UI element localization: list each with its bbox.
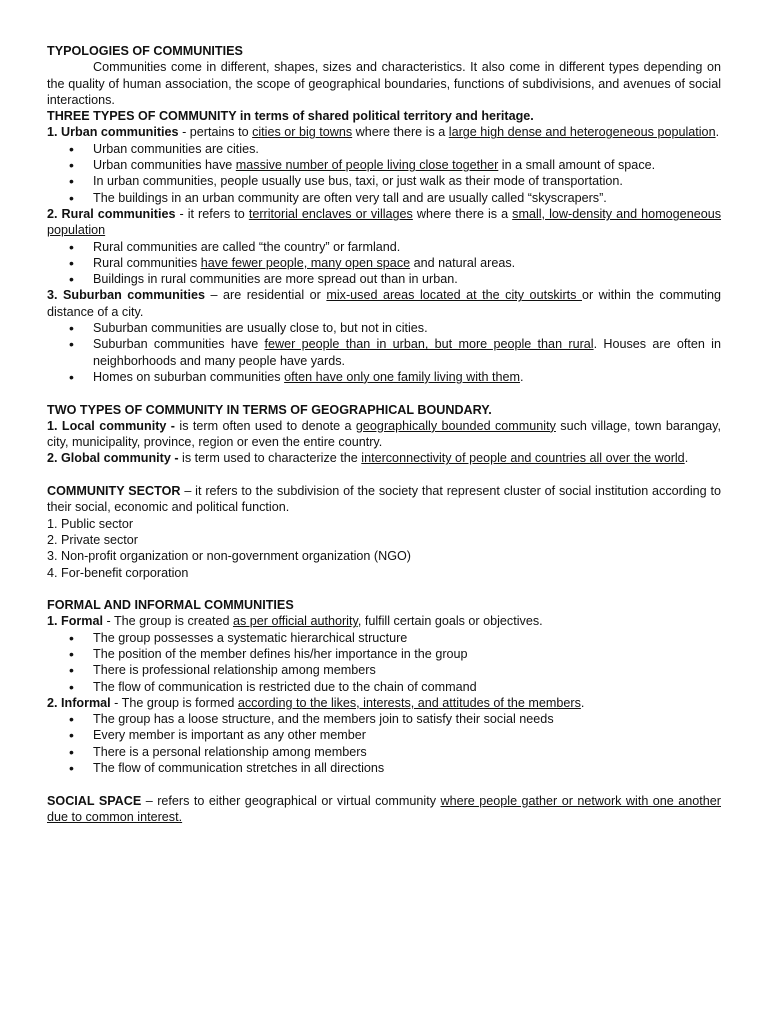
local-definition: 1. Local community - is term often used to denote a geographically bounded community such village, town barangay, city, municipality, province, region or even the entire country. [47,418,722,450]
urban-definition: 1. Urban communities - pertains to cities or big towns where there is a large high dense and heterogeneous population. [47,125,720,140]
suburban-definition: 3. Suburban communities – are residential or mix-used areas located at the city outskirts or within the commuting distance of a city. [47,288,722,319]
spacer [47,581,721,597]
list-item: • Rural communities are called “the country” or farmland. [47,239,721,255]
informal-definition: 2. Informal - The group is formed according to the likes, interests, and attitudes of the members. [47,695,585,710]
list-item: • Rural communities have fewer people, many open space and natural areas. [47,255,721,271]
list-item: • Suburban communities are usually close to, but not in cities. [47,320,721,336]
sector-item: 1. Public sector [47,516,134,531]
list-item: • Every member is important as any other member [47,727,721,743]
rural-definition: 2. Rural communities - it refers to territorial enclaves or villages where there is a small, low-density and homogeneous population [47,206,722,238]
list-item: • There is professional relationship among members [47,662,721,678]
list-item: • Buildings in rural communities are more spread out than in urban. [47,271,721,287]
list-item: • The buildings in an urban community are often very tall and are usually called “skyscrapers”. [47,190,721,206]
social-space-definition: SOCIAL SPACE – refers to either geographical or virtual community where people gather or network with one another due to common interest. [47,793,721,824]
spacer [47,467,721,483]
spacer [47,385,721,401]
urban-bullets [47,141,721,206]
formal-heading: FORMAL AND INFORMAL COMMUNITIES [47,598,294,613]
list-item: • In urban communities, people usually use bus, taxi, or just walk as their mode of transportation. [47,173,721,189]
rural-bullets [47,239,721,288]
three-types-heading: THREE TYPES OF COMMUNITY in terms of shared political territory and heritage. [47,109,534,124]
list-item: • The flow of communication is restricted due to the chain of command [47,679,721,695]
informal-bullets [47,711,721,776]
list-item: • Homes on suburban communities often have only one family living with them. [47,369,721,385]
list-item: • The group possesses a systematic hierarchical structure [47,630,721,646]
spacer [47,776,721,792]
list-item: • The flow of communication stretches in all directions [47,760,721,776]
global-definition: 2. Global community - is term used to characterize the interconnectivity of people and countries all over the world. [47,451,689,466]
list-item: • There is a personal relationship among members [47,744,721,760]
sector-item: 4. For-benefit corporation [47,565,189,580]
list-item: • Suburban communities have fewer people than in urban, but more people than rural. Houses are often in neighborhoods and many people have yards. [47,336,721,369]
sector-item: 2. Private sector [47,532,138,547]
list-item: • The group has a loose structure, and the members join to satisfy their social needs [47,711,721,727]
list-item: • The position of the member defines his/her importance in the group [47,646,721,662]
doc-title: TYPOLOGIES OF COMMUNITIES [47,44,243,58]
list-item: • Urban communities are cities. [47,141,721,157]
suburban-bullets [47,320,721,385]
formal-bullets [47,630,721,695]
sector-definition: COMMUNITY SECTOR – it refers to the subdivision of the society that represent cluster of social institution according to their social, economic and political function. [47,484,721,515]
intro-paragraph: Communities come in different, shapes, sizes and characteristics. It also come in different types depending on the quality of human association, the scope of geographical boundaries, functions of subdivisions, and avenues of social interactions. [47,60,721,107]
formal-definition: 1. Formal - The group is created as per official authority, fulfill certain goals or objectives. [47,614,543,629]
list-item: • Urban communities have massive number of people living close together in a small amount of space. [47,157,721,173]
geo-heading: TWO TYPES OF COMMUNITY IN TERMS OF GEOGRAPHICAL BOUNDARY. [47,402,492,417]
sector-item: 3. Non-profit organization or non-government organization (NGO) [47,549,412,564]
